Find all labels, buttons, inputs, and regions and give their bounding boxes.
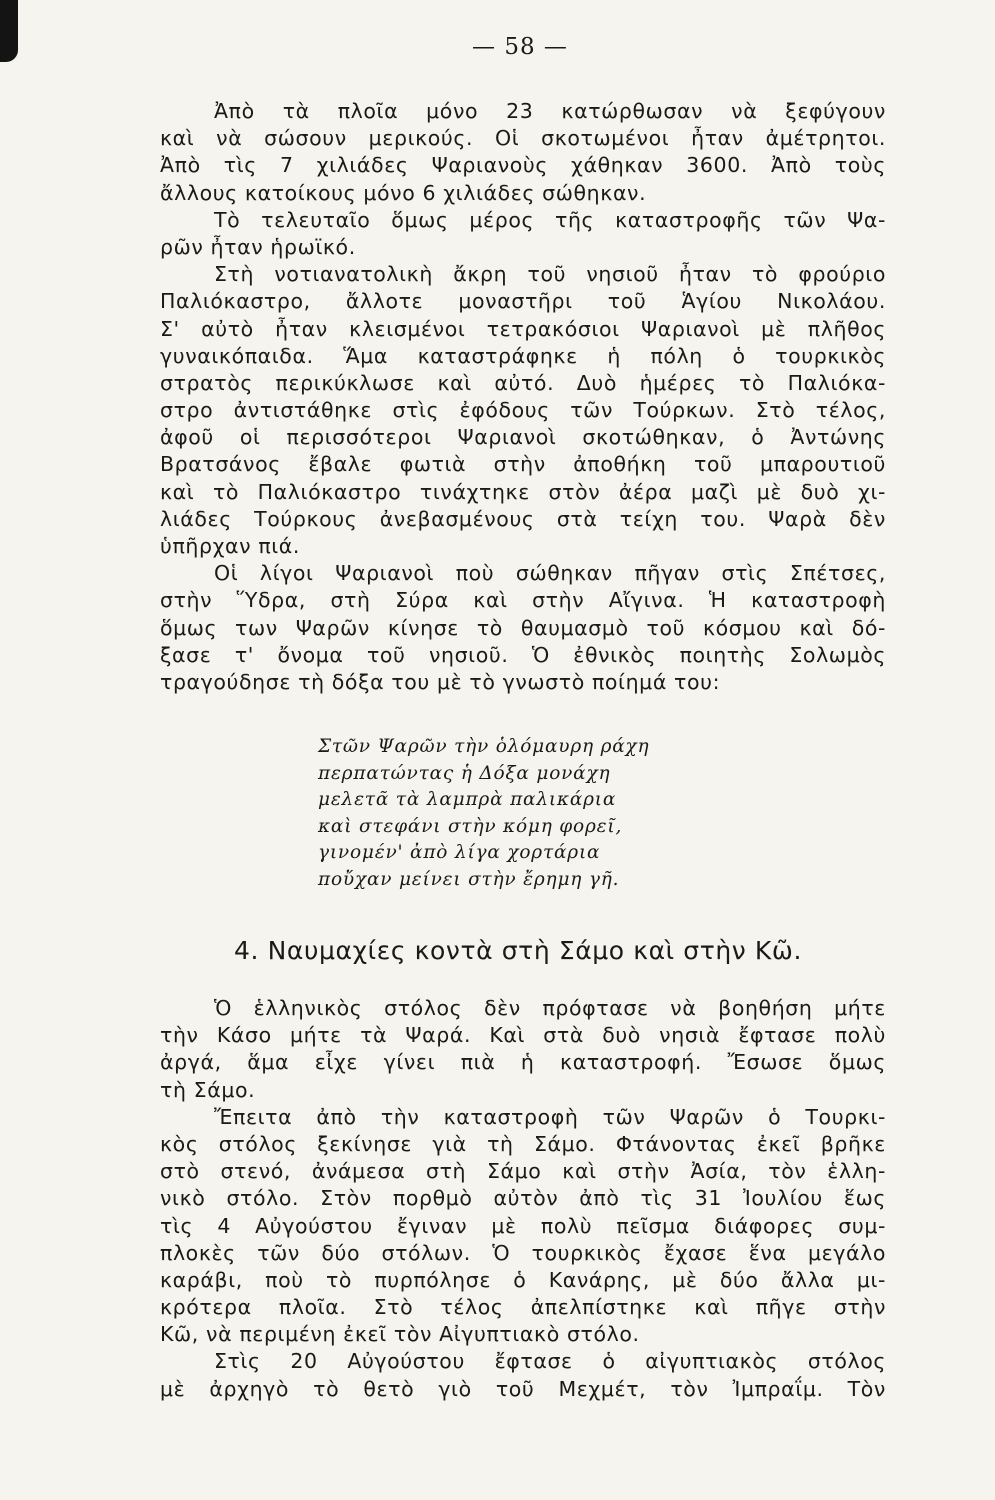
text-line: Στὴ νοτιανατολικὴ ἄκρη τοῦ νησιοῦ ἦταν τὸ φρούριο <box>214 262 886 287</box>
paragraph <box>160 98 886 207</box>
text-line: ὑπῆρχαν πιά. <box>160 534 301 558</box>
body-text-top <box>160 98 886 696</box>
text-line: Ἔπειτα ἀπὸ τὴν καταστροφὴ τῶν Ψαρῶν ὁ Τουρκι- <box>214 1104 886 1129</box>
text-line: Κῶ, νὰ περιμένη ἐκεῖ τὸν Αἰγυπτιακὸ στόλο. <box>160 1322 640 1347</box>
paragraph <box>160 261 886 560</box>
text-line: ἄλλους κατοίκους μόνο 6 χιλιάδες σώθηκαν. <box>160 180 647 205</box>
text-line: ρῶν ἦταν ἡρωϊκό. <box>160 234 356 259</box>
text-line: ξασε τ' ὄνομα τοῦ νησιοῦ. Ὁ ἐθνικὸς ποιητὴς Σολωμὸς <box>160 642 886 667</box>
poem-block <box>318 734 649 894</box>
page-number: — 58 — <box>472 34 568 60</box>
text-line: Σ' αὐτὸ ἦταν κλεισμένοι τετρακόσιοι Ψαριανοὶ μὲ πλῆθος <box>160 316 886 341</box>
text-line: ἀργά, ἅμα εἶχε γίνει πιὰ ἡ καταστροφή. Ἔσωσε ὅμως <box>160 1050 886 1075</box>
text-line: λιάδες Τούρκους ἀνεβασμένους στὰ τείχη του. Ψαρὰ δὲν <box>160 506 886 531</box>
paragraph <box>160 995 886 1104</box>
text-line: κρότερα πλοῖα. Στὸ τέλος ἀπελπίστηκε καὶ πῆγε στὴν <box>160 1295 886 1320</box>
text-line: τὴν Κάσο μήτε τὰ Ψαρά. Καὶ στὰ δυὸ νησιὰ ἔφτασε πολὺ <box>160 1023 886 1048</box>
text-line: Οἱ λίγοι Ψαριανοὶ ποὺ σώθηκαν πῆγαν στὶς Σπέτσες, <box>214 561 886 586</box>
poem-verse: ποὔχαν μείνει στὴν ἔρημη γῆ. <box>318 868 620 890</box>
text-line: στρο ἀντιστάθηκε στὶς ἐφόδους τῶν Τούρκων. Στὸ τέλος, <box>160 398 886 423</box>
text-line: καράβι, ποὺ τὸ πυρπόλησε ὁ Κανάρης, μὲ δύο ἄλλα μι- <box>160 1267 886 1292</box>
text-line: Στὶς 20 Αὐγούστου ἔφτασε ὁ αἰγυπτιακὸς στόλος <box>214 1349 886 1374</box>
text-line: ὅμως των Ψαρῶν κίνησε τὸ θαυμασμὸ τοῦ κόσμου καὶ δό- <box>160 615 886 640</box>
section-title: 4. Ναυμαχίες κοντὰ στὴ Σάμο καὶ στὴν Κῶ. <box>234 936 802 965</box>
text-line: καὶ τὸ Παλιόκαστρο τινάχτηκε στὸν ἀέρα μαζὶ μὲ δυὸ χι- <box>160 479 886 504</box>
body-text-bottom <box>160 995 886 1403</box>
text-line: καὶ νὰ σώσουν μερικούς. Οἱ σκοτωμένοι ἦταν ἀμέτρητοι. <box>160 126 886 151</box>
text-line: τὶς 4 Αὐγούστου ἔγιναν μὲ πολὺ πεῖσμα διάφορες συμ- <box>160 1213 886 1238</box>
paragraph <box>160 1348 886 1402</box>
text-line: Ἀπὸ τὰ πλοῖα μόνο 23 κατώρθωσαν νὰ ξεφύγουν <box>214 99 886 123</box>
text-line: στὸ στενό, ἀνάμεσα στὴ Σάμο καὶ στὴν Ἀσία, τὸν ἑλλη- <box>160 1159 886 1184</box>
paragraph <box>160 560 886 696</box>
text-line: στὴν Ὕδρα, στὴ Σύρα καὶ στὴν Αἴγινα. Ἡ καταστροφὴ <box>160 588 886 613</box>
text-line: Ὁ ἑλληνικὸς στόλος δὲν πρόφτασε νὰ βοηθήση μήτε <box>214 996 886 1020</box>
text-line: μὲ ἀρχηγὸ τὸ θετὸ γιὸ τοῦ Μεχμέτ, τὸν Ἰμπραΐμ. Τὸν <box>160 1376 886 1401</box>
text-line: Ἀπὸ τὶς 7 χιλιάδες Ψαριανοὺς χάθηκαν 3600. Ἀπὸ τοὺς <box>160 153 886 178</box>
text-line: νικὸ στόλο. Στὸν πορθμὸ αὐτὸν ἀπὸ τὶς 31 Ἰουλίου ἕως <box>160 1186 886 1211</box>
poem-verse: Στῶν Ψαρῶν τὴν ὁλόμαυρη ράχη <box>318 736 650 757</box>
text-line: γυναικόπαιδα. Ἅμα καταστράφηκε ἡ πόλη ὁ τουρκικὸς <box>160 343 886 368</box>
text-line: πλοκὲς τῶν δύο στόλων. Ὁ τουρκικὸς ἔχασε ἕνα μεγάλο <box>160 1240 886 1265</box>
text-line: Βρατσάνος ἔβαλε φωτιὰ στὴν ἀποθήκη τοῦ μπαρουτιοῦ <box>160 452 886 477</box>
text-line: Τὸ τελευταῖο ὅμως μέρος τῆς καταστροφῆς τῶν Ψα- <box>214 207 886 232</box>
poem-verse: καὶ στεφάνι στὴν κόμη φορεῖ, <box>318 815 623 837</box>
text-line: τὴ Σάμο. <box>160 1077 256 1102</box>
text-line: στρατὸς περικύκλωσε καὶ αὐτό. Δυὸ ἡμέρες τὸ Παλιόκα- <box>160 370 886 395</box>
paragraph <box>160 1104 886 1349</box>
text-line: τραγούδησε τὴ δόξα του μὲ τὸ γνωστὸ ποίημά του: <box>160 669 721 694</box>
poem-verse: γινομέν' ἀπὸ λίγα χορτάρια <box>318 842 601 864</box>
text-line: κὸς στόλος ξεκίνησε γιὰ τὴ Σάμο. Φτάνοντας ἐκεῖ βρῆκε <box>160 1131 886 1156</box>
poem-verse: περπατώντας ἡ Δόξα μονάχη <box>318 762 611 784</box>
text-line: Παλιόκαστρο, ἄλλοτε μοναστῆρι τοῦ Ἁγίου Νικολάου. <box>160 289 886 314</box>
text-line: ἀφοῦ οἱ περισσότεροι Ψαριανοὶ σκοτώθηκαν, ὁ Ἀντώνης <box>160 425 886 450</box>
poem-verse: μελετᾶ τὰ λαμπρὰ παλικάρια <box>318 789 617 811</box>
paragraph <box>160 207 886 261</box>
